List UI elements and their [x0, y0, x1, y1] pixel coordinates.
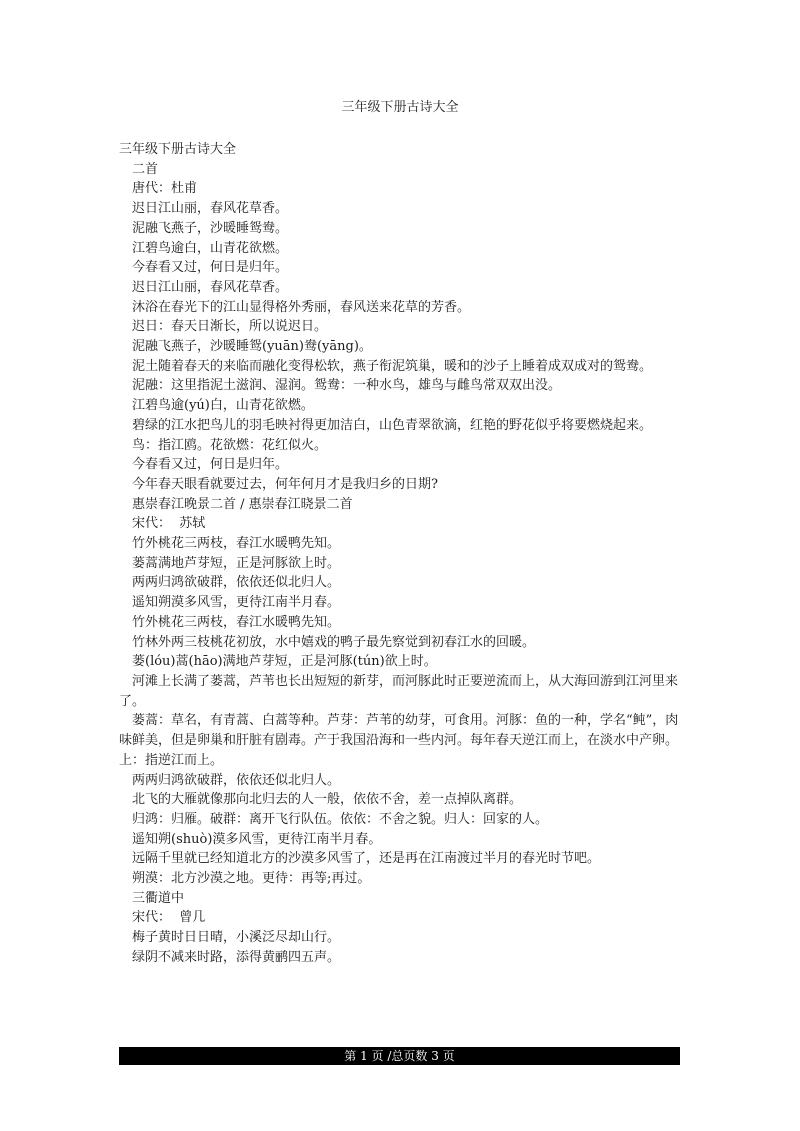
text-line: 竹外桃花三两枝，春江水暖鸭先知。	[132, 614, 341, 630]
text-line: 北飞的大雁就像那向北归去的人一般，依依不舍，差一点掉队离群。	[132, 792, 523, 808]
text-line: 二首	[132, 161, 159, 177]
text-line: 唐代：杜甫	[132, 181, 198, 197]
text-line: 竹林外两三枝桃花初放，水中嬉戏的鸭子最先察觉到初春江水的回暖。	[132, 634, 536, 650]
text-line: 宋代： 曾几	[132, 910, 206, 926]
text-line: 今春看又过，何日是归年。	[132, 457, 289, 473]
text-line: 远隔千里就已经知道北方的沙漠多风雪了，还是再在江南渡过半月的春光时节吧。	[132, 851, 601, 867]
text-line: 迟日：春天日渐长，所以说迟日。	[132, 319, 328, 335]
text-line: 蒌(lóu)蒿(hāo)满地芦芽短，正是河豚(tún)欲上时。	[132, 654, 437, 670]
text-line: 今春看又过，何日是归年。	[132, 260, 289, 276]
text-line: 宋代： 苏轼	[132, 516, 206, 532]
text-line: 河滩上长满了蒌蒿，芦苇也长出短短的新芽，而河豚此时正要逆流而上，从大海回游到江河里来了。	[119, 673, 679, 709]
text-line: 三年级下册古诗大全	[119, 142, 237, 157]
text-line: 蒌蒿满地芦芽短，正是河豚欲上时。	[132, 555, 341, 571]
text-line: 鸟：指江鸥。花欲燃：花红似火。	[132, 437, 328, 453]
text-line: 泥融飞燕子，沙暖睡鸳鸯。	[132, 220, 289, 236]
page-title: 三年级下册古诗大全	[341, 100, 459, 115]
text-line: 归鸿：归雁。破群：离开飞行队伍。依依：不舍之貌。归人：回家的人。	[132, 811, 549, 827]
document-body	[119, 140, 684, 968]
text-line: 三衢道中	[132, 890, 185, 906]
text-line: 两两归鸿欲破群，依依还似北归人。	[132, 772, 341, 788]
text-line: 遥知朔(shuò)漠多风雪，更待江南半月春。	[132, 831, 382, 847]
text-line: 迟日江山丽，春风花草香。	[132, 279, 289, 295]
text-line: 遥知朔漠多风雪，更待江南半月春。	[132, 595, 341, 611]
text-line: 泥融：这里指泥土滋润、湿润。鸳鸯：一种水鸟，雄鸟与雌鸟常双双出没。	[132, 378, 562, 394]
text-line: 沐浴在春光下的江山显得格外秀丽，春风送来花草的芳香。	[132, 299, 471, 315]
text-line: 竹外桃花三两枝，春江水暖鸭先知。	[132, 536, 341, 552]
text-line: 蒌蒿：草名，有青蒿、白蒿等种。芦芽：芦苇的幼芽，可食用。河豚：鱼的一种，学名“鲀”，肉味鲜美，但是卵巢和肝脏有剧毒。产于我国沿海和一些内河。每年春天逆江而上，在淡水中产卵。上：指逆江而上。	[119, 713, 679, 768]
text-line: 泥土随着春天的来临而融化变得松软，燕子衔泥筑巢，暖和的沙子上睡着成双成对的鸳鸯。	[132, 358, 653, 374]
text-line: 朔漠：北方沙漠之地。更待：再等;再过。	[132, 871, 371, 887]
text-line: 碧绿的江水把鸟儿的羽毛映衬得更加洁白，山色青翠欲滴，红艳的野花似乎将要燃烧起来。	[132, 417, 653, 433]
text-line: 两两归鸿欲破群，依依还似北归人。	[132, 575, 341, 591]
text-line: 惠崇春江晚景二首 / 惠崇春江晓景二首	[132, 496, 353, 512]
text-line: 绿阴不减来时路，添得黄鹂四五声。	[132, 949, 341, 965]
text-line: 江碧鸟逾(yú)白，山青花欲燃。	[132, 398, 314, 414]
text-line: 泥融飞燕子，沙暖睡鸳(yuān)鸯(yāng)。	[132, 339, 372, 355]
page-footer: 第 1 页 /总页数 3 页	[119, 1047, 680, 1065]
text-line: 江碧鸟逾白，山青花欲燃。	[132, 240, 289, 256]
text-line: 梅子黄时日日晴，小溪泛尽却山行。	[132, 930, 341, 946]
text-line: 迟日江山丽，春风花草香。	[132, 201, 289, 217]
text-line: 今年春天眼看就要过去，何年何月才是我归乡的日期?	[132, 476, 438, 492]
